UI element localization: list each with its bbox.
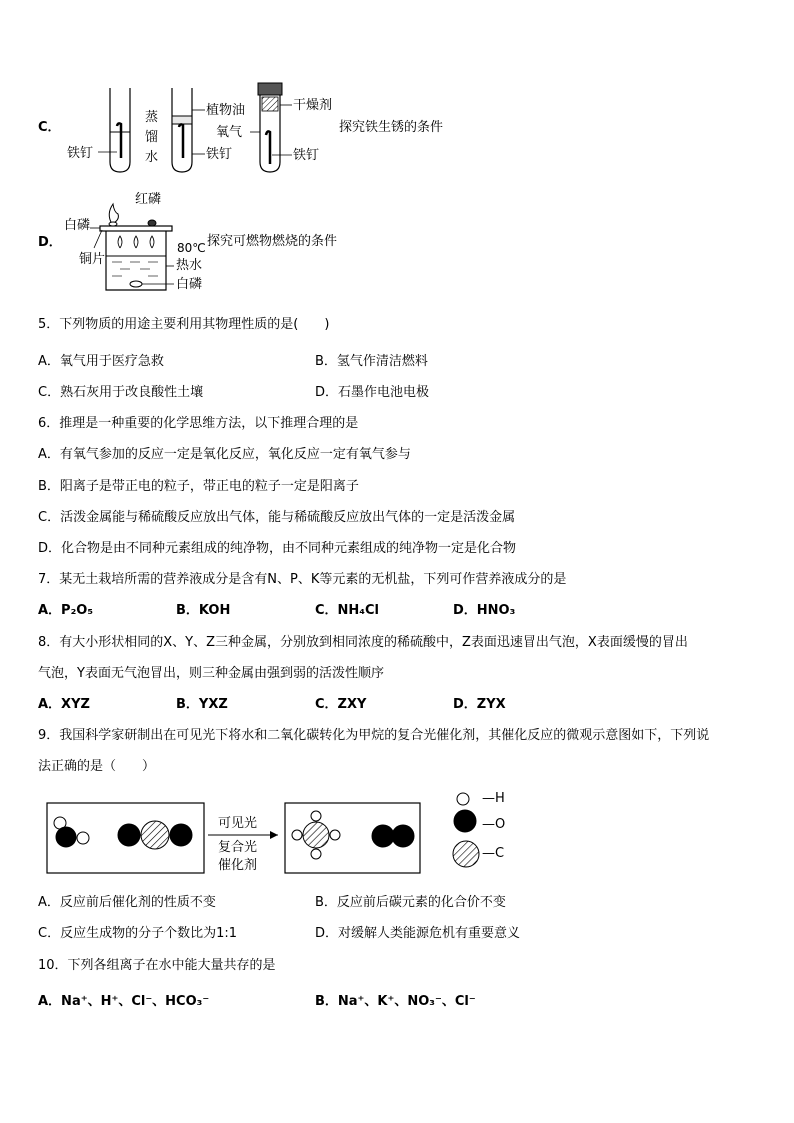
white-phosphorus-icon	[130, 281, 142, 287]
red-phosphorus-label: 红磷	[135, 192, 162, 207]
q5-stem: 5．下列物质的用途主要利用其物理性质的是( )	[38, 317, 330, 332]
q7-option-a: A．P₂O₅	[38, 603, 94, 618]
q9-condition-composite: 复合光	[218, 840, 258, 855]
q6-option-a: A．有氧气参加的反应一定是氧化反应，氧化反应一定有氧气参与	[38, 447, 411, 462]
copper-plate-label: 铜片	[79, 252, 106, 267]
q4-d-caption: 探究可燃物燃烧的条件	[207, 234, 338, 249]
q6-option-b: B．阳离子是带正电的粒子，带正电的粒子一定是阳离子	[38, 479, 359, 494]
q9-stem-line1: 9．我国科学家研制出在可见光下将水和二氧化碳转化为甲烷的复合光催化剂，其催化反应的微观示意图如下，下列说	[38, 728, 710, 743]
legend	[453, 793, 479, 867]
methane-molecule-icon	[292, 811, 340, 859]
tube2-iron-label: 铁钉	[206, 147, 233, 162]
q8-stem-line1: 8．有大小形状相同的X、Y、Z三种金属，分别放到相同浓度的稀硫酸中，Z表面迅速冒出气泡，X表面缓慢的冒出	[38, 635, 688, 650]
q7-option-b: B．KOH	[176, 603, 231, 618]
iron-nail-icon	[266, 131, 270, 164]
tube3-iron-label: 铁钉	[293, 148, 320, 163]
q8-option-a: A．XYZ	[38, 697, 90, 712]
tube2-oil-label: 植物油	[206, 103, 246, 118]
tube3-oxygen-label: 氧气	[216, 125, 243, 140]
legend-o-label: —O	[482, 817, 506, 832]
q5-option-c: C．熟石灰用于改良酸性土壤	[38, 385, 204, 400]
q9-condition-visible-light: 可见光	[218, 816, 258, 831]
q7-option-d: D．HNO₃	[453, 603, 516, 618]
q8-option-c: C．ZXY	[315, 697, 367, 712]
q7-stem: 7．某无土栽培所需的营养液成分是含有N、P、K等元素的无机盐，下列可作营养液成分的是	[38, 572, 567, 587]
q10-option-b: B．Na⁺、K⁺、NO₃⁻、Cl⁻	[315, 994, 476, 1009]
q4-option-d-label: D．	[38, 235, 62, 250]
q9-condition-catalyst: 催化剂	[218, 858, 258, 873]
tube3-desiccant-label: 干燥剂	[293, 98, 333, 113]
q5-option-a: A．氧气用于医疗急救	[38, 354, 164, 369]
tube1-water-label-2: 馏	[145, 130, 159, 145]
carbon-dioxide-molecule-icon	[118, 821, 192, 849]
hydrogen-legend-icon	[457, 793, 469, 805]
stopper-icon	[258, 83, 282, 95]
q8-option-d: D．ZYX	[453, 697, 506, 712]
tube1-iron-label: 铁钉	[67, 146, 94, 161]
temperature-label: 80℃	[177, 241, 206, 255]
desiccant-icon	[262, 97, 278, 111]
legend-h-label: —H	[482, 791, 505, 806]
oxygen-molecule-icon	[372, 825, 414, 847]
test-tube-3	[250, 83, 292, 172]
q9-option-c: C．反应生成物的分子个数比为1:1	[38, 926, 237, 941]
q6-option-c: C．活泼金属能与稀硫酸反应放出气体，能与稀硫酸反应放出气体的一定是活泼金属	[38, 510, 516, 525]
iron-nail-icon	[117, 123, 121, 158]
iron-nail-icon	[179, 124, 183, 158]
q10-option-a: A．Na⁺、H⁺、Cl⁻、HCO₃⁻	[38, 994, 210, 1009]
q9-option-a: A．反应前后催化剂的性质不变	[38, 895, 216, 910]
flame-icon	[109, 204, 118, 224]
q4-option-c-label: C．	[38, 120, 61, 135]
copper-plate-icon	[100, 226, 172, 231]
test-tube-2	[172, 88, 205, 172]
hot-water-label: 热水	[176, 258, 203, 273]
q8-stem-line2: 气泡，Y表面无气泡冒出，则三种金属由强到弱的活泼性顺序	[38, 666, 384, 681]
water-molecule-icon	[54, 817, 89, 847]
white-phosphorus-top-label: 白磷	[64, 218, 91, 233]
legend-c-label: —C	[482, 846, 505, 861]
q10-stem: 10．下列各组离子在水中能大量共存的是	[38, 958, 276, 973]
red-phosphorus-icon	[148, 220, 156, 226]
white-phosphorus-bottom-label: 白磷	[176, 277, 203, 292]
q9-option-b: B．反应前后碳元素的化合价不变	[315, 895, 506, 910]
q6-stem: 6．推理是一种重要的化学思维方法，以下推理合理的是	[38, 416, 359, 431]
q7-option-c: C．NH₄Cl	[315, 603, 379, 618]
q9-stem-line2: 法正确的是（ ）	[38, 759, 156, 774]
q5-option-d: D．石墨作电池电极	[315, 385, 430, 400]
tube1-water-label-1: 蒸	[145, 110, 159, 125]
tube1-water-label-3: 水	[145, 150, 159, 165]
q5-option-b: B．氢气作清洁燃料	[315, 354, 428, 369]
q8-option-b: B．YXZ	[176, 697, 228, 712]
q9-option-d: D．对缓解人类能源危机有重要意义	[315, 926, 521, 941]
carbon-legend-icon	[453, 841, 479, 867]
oxygen-legend-icon	[454, 810, 476, 832]
test-tube-1	[98, 88, 130, 172]
q6-option-d: D．化合物是由不同种元素组成的纯净物，由不同种元素组成的纯净物一定是化合物	[38, 541, 517, 556]
q4-c-caption: 探究铁生锈的条件	[339, 120, 444, 135]
